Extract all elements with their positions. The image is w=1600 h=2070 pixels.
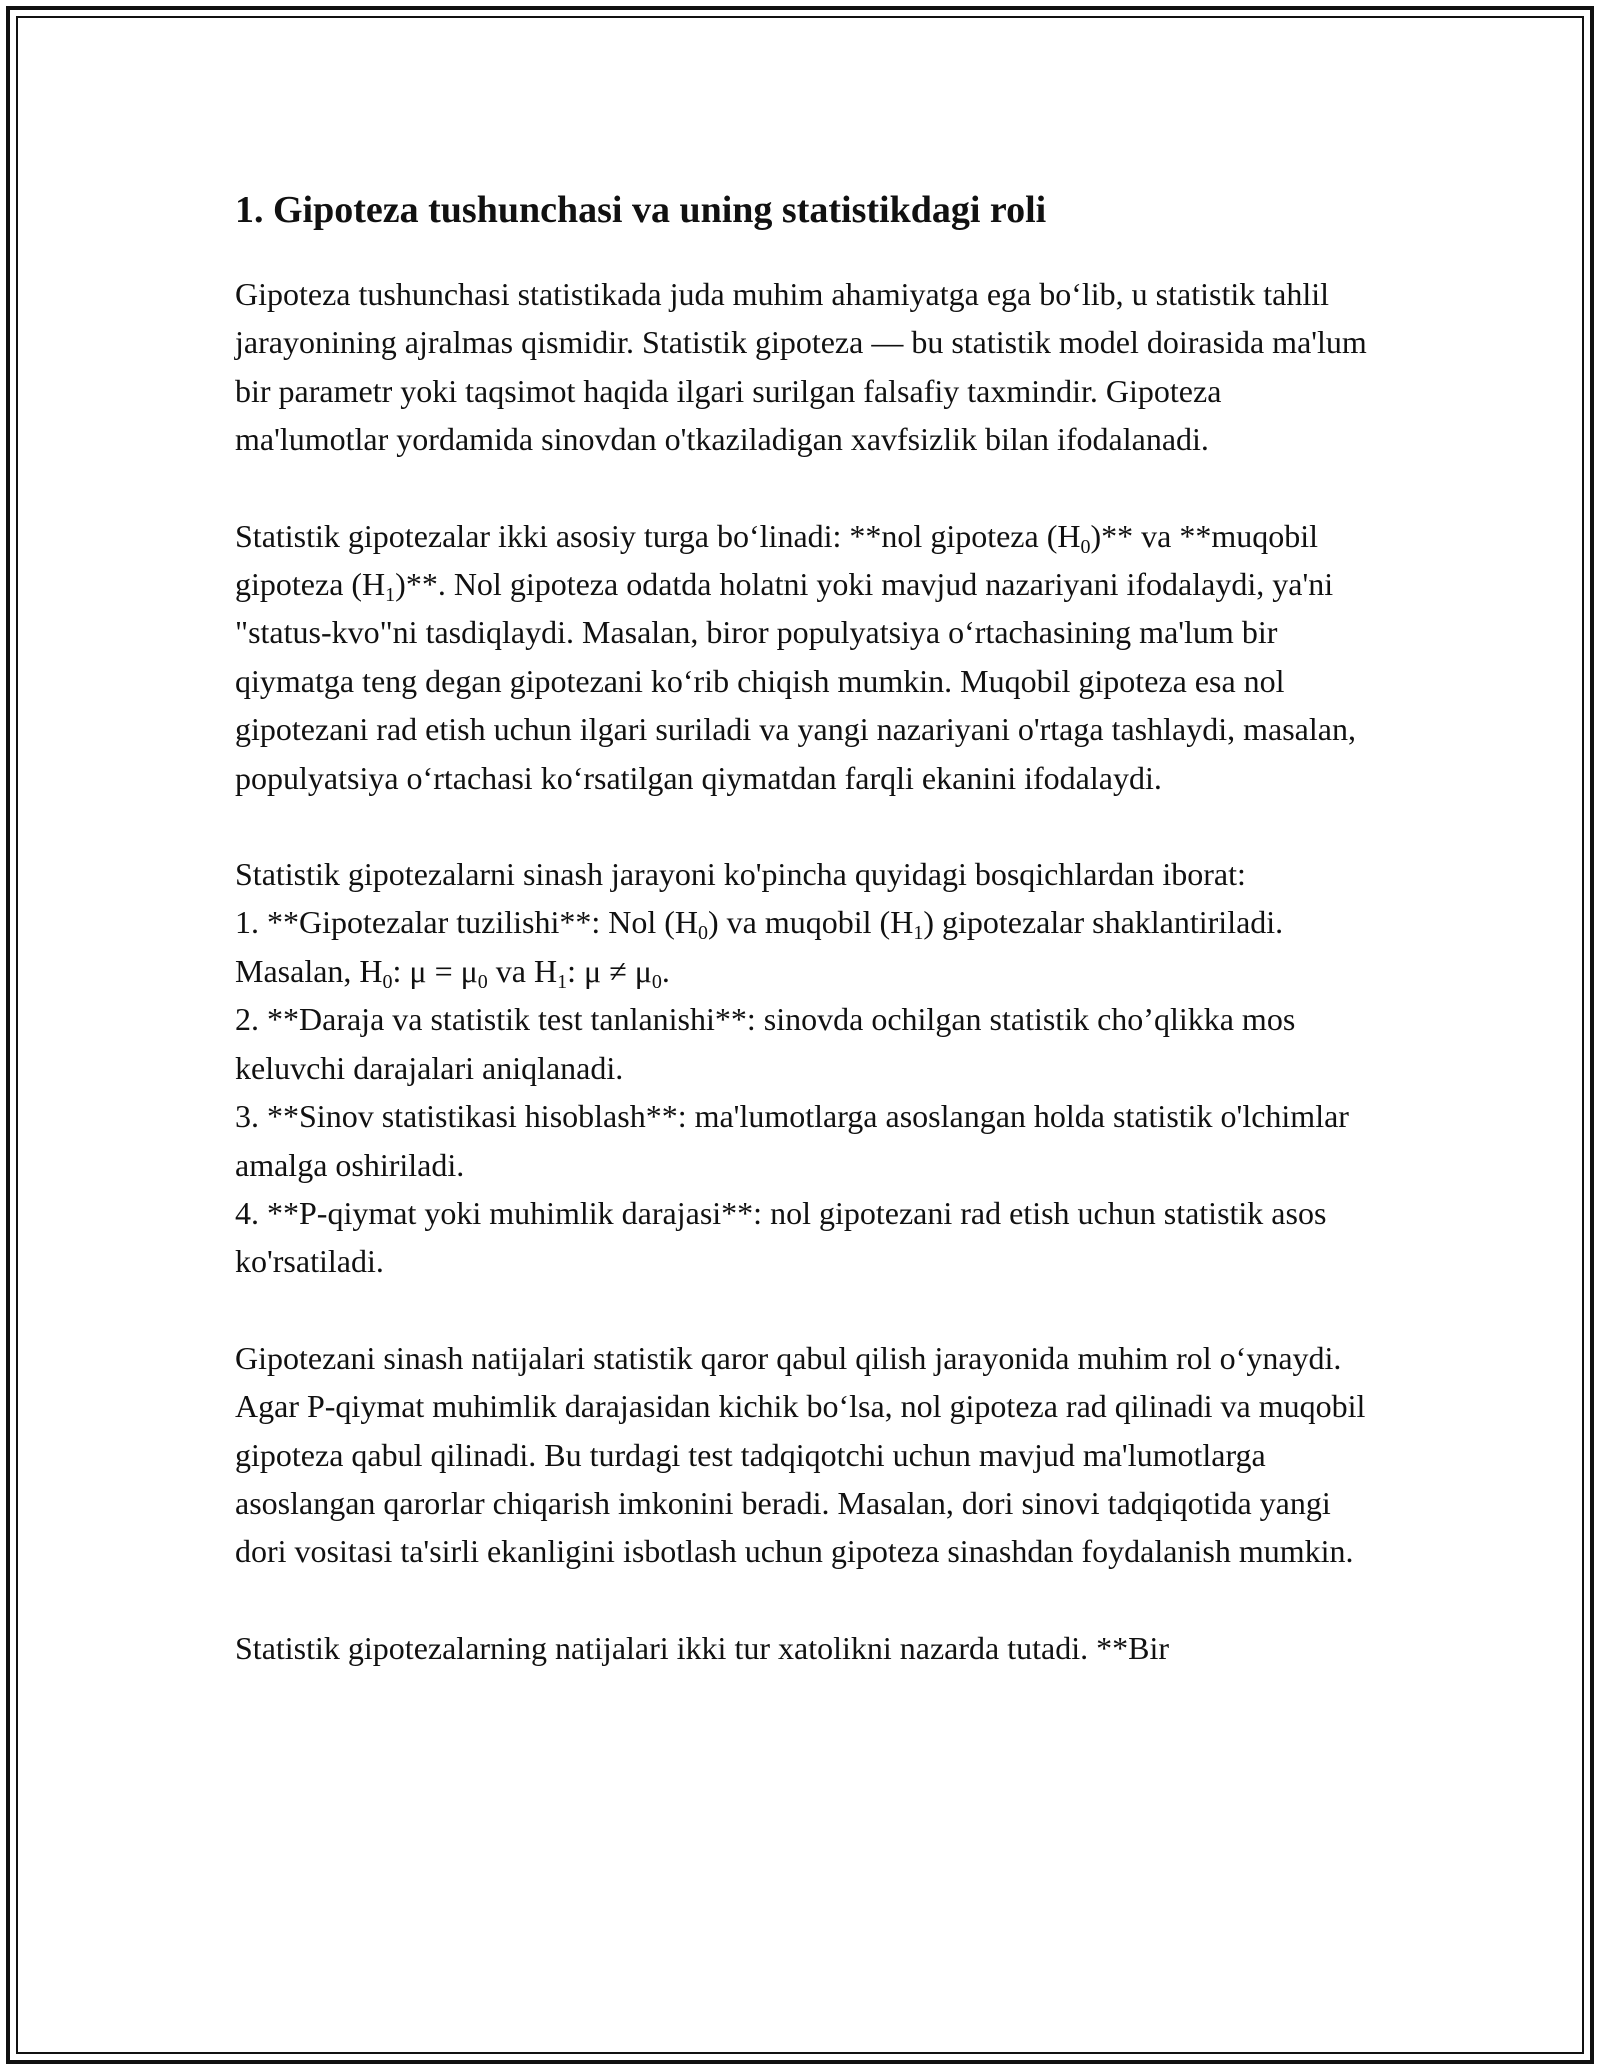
text-run: . xyxy=(661,952,670,989)
subscript: 0 xyxy=(1080,535,1091,558)
paragraph-hypothesis-types xyxy=(235,512,1370,802)
subscript: 1 xyxy=(913,922,924,945)
step-2: 2. **Daraja va statistik test tanlanishi**: sinovda ochilgan statistik cho’qlikka mos keluvchi darajalari aniqlanadi. xyxy=(235,1001,1296,1086)
text-run: Statistik gipotezalar ikki asosiy turga bo‘linadi: **nol gipoteza (H xyxy=(235,517,1081,554)
paragraph-testing-results: Gipotezani sinash natijalari statistik qaror qabul qilish jarayonida muhim rol o‘ynaydi. Agar P-qiymat muhimlik darajasidan kichik bo‘lsa, nol gipoteza rad qilinadi va muqobil gipoteza qabul qilinadi. Bu turdagi test tadqiqotchi uchun mavjud ma'lumotlarga asoslangan qarorlar chiqarish imkonini beradi. Masalan, dori sinovi tadqiqotida yangi dori vositasi ta'sirli ekanligini isbotlash uchun gipoteza sinashdan foydalanish mumkin. xyxy=(235,1339,1366,1570)
text-run: )**. Nol gipoteza odatda holatni yoki mavjud nazariyani ifodalaydi, ya'ni "status-kvo"ni tasdiqlaydi. Masalan, biror populyatsiya o‘rtachasining ma'lum bir qiymatga teng degan gipotezani ko‘rib chiqish mumkin. Muqobil gipoteza esa nol gipotezani rad etish uchun ilgari suriladi va yangi nazariyani o'rtaga tashlaydi, masalan, populyatsiya o‘rtachasi ko‘rsatilgan qiymatdan farqli ekanini ifodalaydi. xyxy=(235,566,1356,796)
text-run: : μ ≠ μ xyxy=(567,952,652,989)
steps-intro: Statistik gipotezalarni sinash jarayoni ko'pincha quyidagi bosqichlardan iborat: xyxy=(235,856,1246,893)
subscript: 1 xyxy=(385,584,396,607)
step-4: 4. **P-qiymat yoki muhimlik darajasi**: nol gipotezani rad etish uchun statistik asos ko'rsatiladi. xyxy=(235,1194,1327,1280)
text-run: 1. **Gipotezalar tuzilishi**: Nol (H xyxy=(235,904,699,941)
paragraph-error-types: Statistik gipotezalarning natijalari ikki tur xatolikni nazarda tutadi. **Bir xyxy=(235,1629,1169,1666)
text-run: ) va muqobil (H xyxy=(708,904,914,941)
paragraph-testing-steps xyxy=(235,850,1370,1286)
document-body xyxy=(235,186,1370,1672)
subscript: 0 xyxy=(698,922,709,945)
text-run: va H xyxy=(487,952,558,989)
paragraph-hypothesis-concept: Gipoteza tushunchasi statistikada juda muhim ahamiyatga ega bo‘lib, u statistik tahlil jarayonining ajralmas qismidir. Statistik gipoteza — bu statistik model doirasida ma'lum bir parametr yoki taqsimot haqida ilgari surilgan falsafiy taxmindir. Gipoteza ma'lumotlar yordamida sinovdan o'tkaziladigan xavfsizlik bilan ifodalanadi. xyxy=(235,276,1367,458)
text-run: )** va **muqobil gipoteza (H xyxy=(235,517,1318,603)
subscript: 0 xyxy=(651,970,662,993)
text-run: ) gipotezalar shaklantiriladi. Masalan, H xyxy=(235,904,1284,989)
text-run: : μ = μ xyxy=(392,952,478,989)
subscript: 1 xyxy=(557,970,568,993)
step-3: 3. **Sinov statistikasi hisoblash**: ma'lumotlarga asoslangan holda statistik o'lchimlar amalga oshiriladi. xyxy=(235,1098,1349,1183)
step-1 xyxy=(235,904,1284,993)
subscript: 0 xyxy=(477,970,488,993)
section-heading: 1. Gipoteza tushunchasi va uning statistikdagi roli xyxy=(235,189,1047,231)
subscript: 0 xyxy=(382,970,393,993)
